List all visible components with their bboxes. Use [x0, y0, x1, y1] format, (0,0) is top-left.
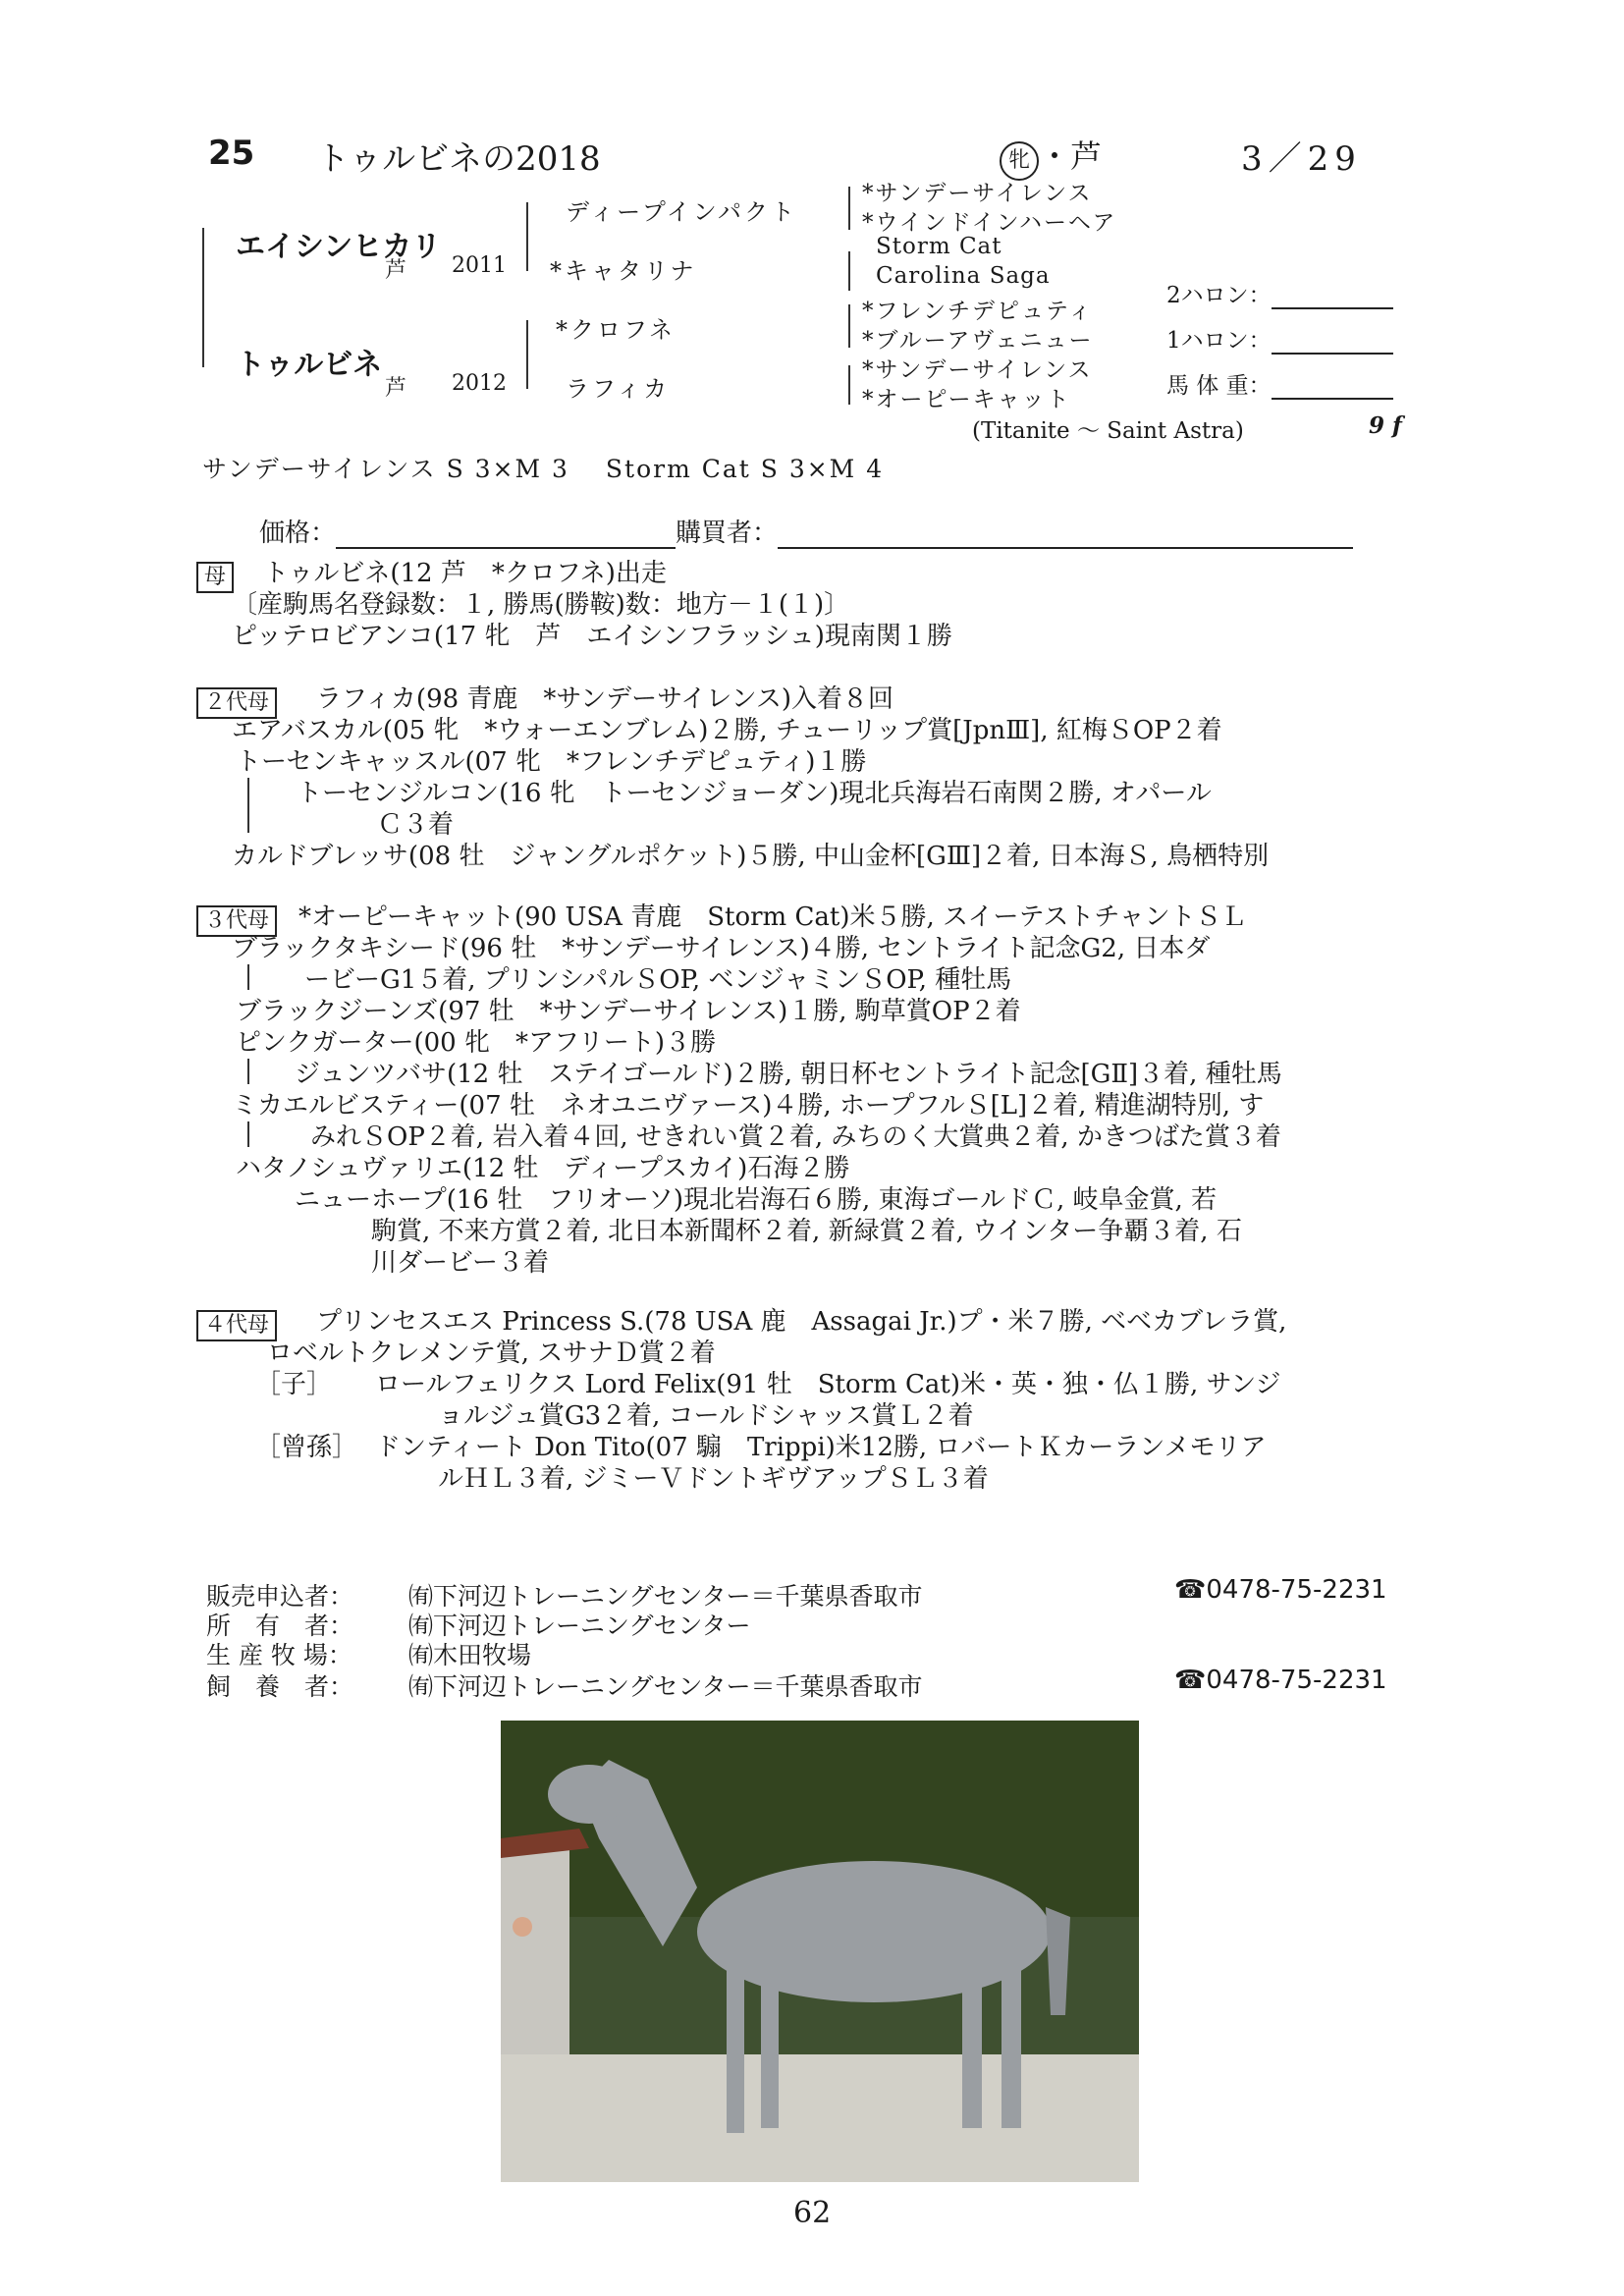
horse-leg-front-1 — [727, 1966, 744, 2133]
footer-label-0: 販売申込者： — [206, 1582, 354, 1611]
gen3-5: *ブルーアヴェニュー — [862, 328, 1094, 354]
gen3-bracket-1 — [848, 187, 850, 230]
ground — [501, 2054, 1139, 2182]
great-grandchild-line-0: ドンティート Don Tito(07 騸 Trippi)米12勝, ロバートＫカーランメモリア — [375, 1433, 1267, 1462]
second-dam-section-label: ２代母 — [196, 687, 277, 719]
handler-hand — [513, 1917, 532, 1937]
price-label: 価格： — [259, 519, 337, 548]
measure-2f — [1166, 277, 1393, 309]
third-dam-line-3: ブラックジーンズ(97 牡 *サンデーサイレンス)１勝, 駒草賞OP２着 — [236, 997, 1021, 1026]
gen3-bracket-3 — [848, 304, 850, 348]
dam-line-0: トゥルビネ(12 芦 *クロフネ)出走 — [263, 559, 667, 588]
third-dam-line-2: ービーG1５着, プリンシパルＳOP, ベンジャミンＳOP, 種牡馬 — [304, 965, 1012, 995]
second-dam-tree-line — [247, 778, 249, 833]
dam-name: トゥルビネ — [236, 348, 383, 382]
gen3-7: *オーピーキャット — [862, 387, 1071, 412]
horse-body — [697, 1861, 1051, 2002]
footer-label-3: 飼 養 者： — [206, 1672, 354, 1701]
footer-value-1: ㈲下河辺トレーニングセンター — [408, 1612, 751, 1640]
sire-year: 2011 — [452, 253, 507, 278]
third-dam-line-11: 川ダービー３着 — [371, 1248, 549, 1278]
child-line-0: ロールフェリクス Lord Felix(91 牡 Storm Cat)米・英・独・仏１勝, サンジ — [375, 1370, 1281, 1399]
measure-2f-label: 2ハロン： — [1166, 283, 1272, 308]
measure-1f-label: 1ハロン： — [1166, 328, 1272, 354]
third-dam-line-0: *オーピーキャット(90 USA 青鹿 Storm Cat)米５勝, スイーテストチャントＳＬ — [298, 902, 1247, 932]
gen3-6: *サンデーサイレンス — [862, 357, 1093, 383]
horse-photo-svg — [501, 1721, 1139, 2182]
page-number: 62 — [793, 2196, 832, 2230]
great-grandchild-line-1: ルＨＬ３着, ジミーＶドントギヴアップＳＬ３着 — [438, 1464, 989, 1494]
gen3-2: Storm Cat — [876, 234, 1002, 259]
footer-phone-3: ☎0478-75-2231 — [1174, 1666, 1387, 1695]
pedigree-bracket — [202, 228, 204, 367]
horse-head — [548, 1765, 630, 1824]
dam-coat: 芦 — [385, 376, 407, 401]
gen3-1: *ウインドインハーヘア — [862, 210, 1117, 236]
buyer-blank[interactable] — [778, 521, 1353, 549]
measure-1f-blank[interactable] — [1272, 331, 1393, 355]
family-number: 9 f — [1369, 412, 1402, 439]
third-dam-line-8: ハタノシュヴァリエ(12 牡 ディープスカイ)石海２勝 — [236, 1154, 850, 1183]
footer-value-2: ㈲木田牧場 — [408, 1641, 532, 1669]
family-note: (Titanite ～ Saint Astra) — [972, 418, 1244, 444]
child-line-1: ョルジュ賞G3２着, コールドシャッス賞Ｌ２着 — [438, 1401, 974, 1431]
footer-label-2: 生 産 牧 場： — [206, 1641, 352, 1669]
second-dam-line-4: Ｃ３着 — [377, 810, 455, 840]
third-dam-tree-line-3 — [247, 1121, 249, 1147]
third-dam-line-10: 駒賞, 不来方賞２着, 北日本新聞杯２着, 新緑賞２着, ウインター争覇３着, 石 — [371, 1217, 1242, 1246]
sex-coat — [1000, 132, 1102, 181]
dam-dam: ラフィカ — [566, 375, 671, 403]
dam-section-label: 母 — [196, 562, 234, 593]
buyer-label: 購買者： — [676, 519, 779, 548]
gen3-bracket-4 — [848, 365, 850, 405]
dam-sire: *クロフネ — [556, 316, 677, 344]
measure-2f-blank[interactable] — [1272, 286, 1393, 309]
third-dam-section-label: ３代母 — [196, 905, 277, 937]
horse-photo — [501, 1721, 1139, 2182]
gen3-bracket-2 — [848, 251, 850, 291]
dam-line-1: 〔産駒馬名登録数：１, 勝馬(勝鞍)数：地方－１(１)〕 — [232, 590, 850, 620]
footer-value-0: ㈲下河辺トレーニングセンター＝千葉県香取市 — [408, 1582, 923, 1611]
fourth-dam-section-label: ４代母 — [196, 1310, 277, 1341]
gen3-3: Carolina Saga — [876, 263, 1051, 289]
horse-leg-front-2 — [761, 1966, 779, 2128]
gen3-0: *サンデーサイレンス — [862, 181, 1093, 206]
third-dam-line-4: ピンクガーター(00 牝 *アフリート)３勝 — [236, 1028, 717, 1058]
building — [501, 1838, 569, 2064]
coat-text: ・芦 — [1039, 137, 1103, 175]
measure-1f — [1166, 322, 1393, 355]
sire-dam: *キャタリナ — [550, 257, 697, 285]
gen3-4: *フレンチデピュティ — [862, 299, 1094, 324]
dam-year: 2012 — [452, 371, 507, 396]
lot-number: 25 — [208, 134, 255, 173]
price-row — [259, 513, 1353, 549]
third-dam-line-7: みれＳOP２着, 岩入着４回, せきれい賞２着, みちのく大賞典２着, かきつばた賞３着 — [310, 1122, 1281, 1152]
great-grandchild-label: ［曾孫］ — [255, 1433, 358, 1462]
horse-leg-back-2 — [1001, 1951, 1021, 2128]
measure-weight-label: 馬 体 重： — [1166, 373, 1272, 399]
measure-weight — [1166, 367, 1393, 400]
second-dam-line-2: トーセンキャッスル(07 牝 *フレンチデピュティ)１勝 — [236, 747, 867, 777]
dam-line-2: ピッテロビアンコ(17 牝 芦 エイシンフラッシュ)現南関１勝 — [232, 622, 952, 651]
second-dam-line-3: トーセンジルコン(16 牝 トーセンジョーダン)現北兵海岩石南関２勝, オパール — [297, 779, 1212, 808]
birth-date: 3／29 — [1241, 139, 1362, 179]
fourth-dam-line-0: プリンセスエス Princess S.(78 USA 鹿 Assagai Jr.)プ・米７勝, ベベカブレラ賞, — [316, 1307, 1287, 1337]
sire-bracket — [526, 202, 528, 271]
third-dam-line-5: ジュンツバサ(12 牡 ステイゴールド)２勝, 朝日杯セントライト記念[GⅡ]３着, 種牡馬 — [295, 1060, 1282, 1089]
second-dam-line-5: カルドブレッサ(08 牡 ジャングルポケット)５勝, 中山金杯[GⅢ]２着, 日本海Ｓ, 鳥栖特別 — [232, 842, 1270, 871]
third-dam-tree-line-1 — [247, 964, 249, 990]
sire-coat: 芦 — [385, 258, 407, 283]
footer-value-3: ㈲下河辺トレーニングセンター＝千葉県香取市 — [408, 1672, 923, 1701]
child-label: ［子］ — [255, 1370, 333, 1399]
fourth-dam-line-1: ロベルトクレメンテ賞, スサナＤ賞２着 — [267, 1339, 716, 1368]
third-dam-tree-line-2 — [247, 1059, 249, 1084]
page-title: トゥルビネの2018 — [316, 139, 601, 179]
footer-label-1: 所 有 者： — [206, 1612, 354, 1640]
inbreeding: サンデーサイレンス S 3×M 3 Storm Cat S 3×M 4 — [202, 455, 885, 483]
third-dam-line-6: ミカエルビスティー(07 牡 ネオユニヴァース)４勝, ホープフルＳ[L]２着, 精進湖特別, す — [232, 1091, 1265, 1121]
third-dam-line-9: ニューホープ(16 牡 フリオーソ)現北岩海石６勝, 東海ゴールドＣ, 岐阜金賞, 若 — [295, 1185, 1218, 1215]
horse-leg-back-1 — [962, 1956, 982, 2128]
sex-symbol: 牝 — [1000, 141, 1039, 181]
price-blank[interactable] — [336, 521, 676, 549]
second-dam-line-0: ラフィカ(98 青鹿 *サンデーサイレンス)入着８回 — [316, 684, 894, 714]
dam-bracket — [526, 320, 528, 389]
sire-name: エイシンヒカリ — [236, 230, 442, 264]
sire-sire: ディープインパクト — [566, 198, 798, 226]
footer-phone-0: ☎0478-75-2231 — [1174, 1575, 1387, 1605]
measure-weight-blank[interactable] — [1272, 376, 1393, 400]
second-dam-line-1: エアバスカル(05 牝 *ウォーエンブレム)２勝, チューリップ賞[JpnⅢ], 紅梅ＳOP２着 — [232, 716, 1222, 745]
third-dam-line-1: ブラックタキシード(96 牡 *サンデーサイレンス)４勝, セントライト記念G2, 日本ダ — [232, 934, 1211, 963]
